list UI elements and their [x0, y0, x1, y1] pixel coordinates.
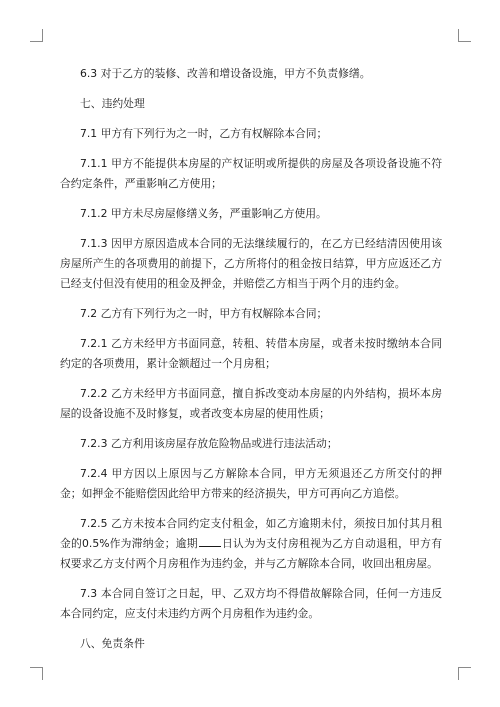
clause-7-2-1: 7.2.1 乙方未经甲方书面同意，转租、转借本房屋，或者未按时缴纳本合同约定的各项费用，累计金额超过一个月房租；: [60, 337, 442, 370]
clause-7-2-5-text-before: 7.2.5 乙方未按本合同约定支付租金，如乙方逾期未付，须按日加付其月租金的0.5%作为滞纳金；逾期: [60, 517, 442, 550]
clause-7-2-4: 7.2.4 甲方因以上原因与乙方解除本合同，甲方无须退还乙方所交付的押金；如押金不能赔偿因此给甲方带来的经济损失，甲方可再向乙方追偿。: [60, 467, 442, 500]
corner-mark-top-left: [30, 29, 43, 42]
clause-7-1-1: 7.1.1 甲方不能提供本房屋的产权证明或所提供的房屋及各项设备设施不符合约定条件，严重影响乙方使用；: [60, 157, 442, 190]
document-body: [60, 64, 442, 654]
clause-7-2-3: 7.2.3 乙方利用该房屋存放危险物品或进行违法活动；: [80, 437, 338, 450]
section-heading-breach: 七、违约处理: [80, 97, 145, 110]
section-heading-exemption: 八、免责条件: [80, 637, 145, 650]
clause-7-2-5-text-after: 日认为为支付房租视为乙方自动退租，甲方有权要求乙方支付两个月房租作为违约金，并与乙方解除本合同，收回出租房屋。: [60, 537, 442, 570]
corner-mark-top-right: [458, 29, 471, 42]
clause-7-2-2: 7.2.2 乙方未经甲方书面同意，擅自拆改变动本房屋的内外结构，损坏本房屋的设备设施不及时修复，或者改变本房屋的使用性质；: [60, 387, 442, 420]
clause-7-1: 7.1 甲方有下列行为之一时，乙方有权解除本合同；: [80, 127, 328, 140]
clause-7-1-2: 7.1.2 甲方未尽房屋修缮义务，严重影响乙方使用。: [80, 207, 327, 220]
corner-mark-bottom-right: [458, 667, 471, 680]
clause-7-3: 7.3 本合同自签订之日起，甲、乙双方均不得借故解除合同，任何一方违反本合同约定，应支付未违约方两个月房租作为违约金。: [60, 587, 442, 620]
clause-6-3: 6.3 对于乙方的装修、改善和增设备设施，甲方不负责修缮。: [80, 67, 371, 80]
clause-7-1-3: 7.1.3 因甲方原因造成本合同的无法继续履行的，在乙方已经结清因使用该房屋所产生的各项费用的前提下，乙方所将付的租金按日结算，甲方应返还乙方已经支付但没有使用的租金及押金，并赔偿乙方相当于两个月的违约金。: [60, 237, 442, 290]
corner-mark-bottom-left: [30, 667, 43, 680]
blank-underline: [199, 535, 221, 547]
clause-7-2: 7.2 乙方有下列行为之一时，甲方有权解除本合同；: [80, 307, 328, 320]
clause-7-2-5: [60, 514, 442, 574]
